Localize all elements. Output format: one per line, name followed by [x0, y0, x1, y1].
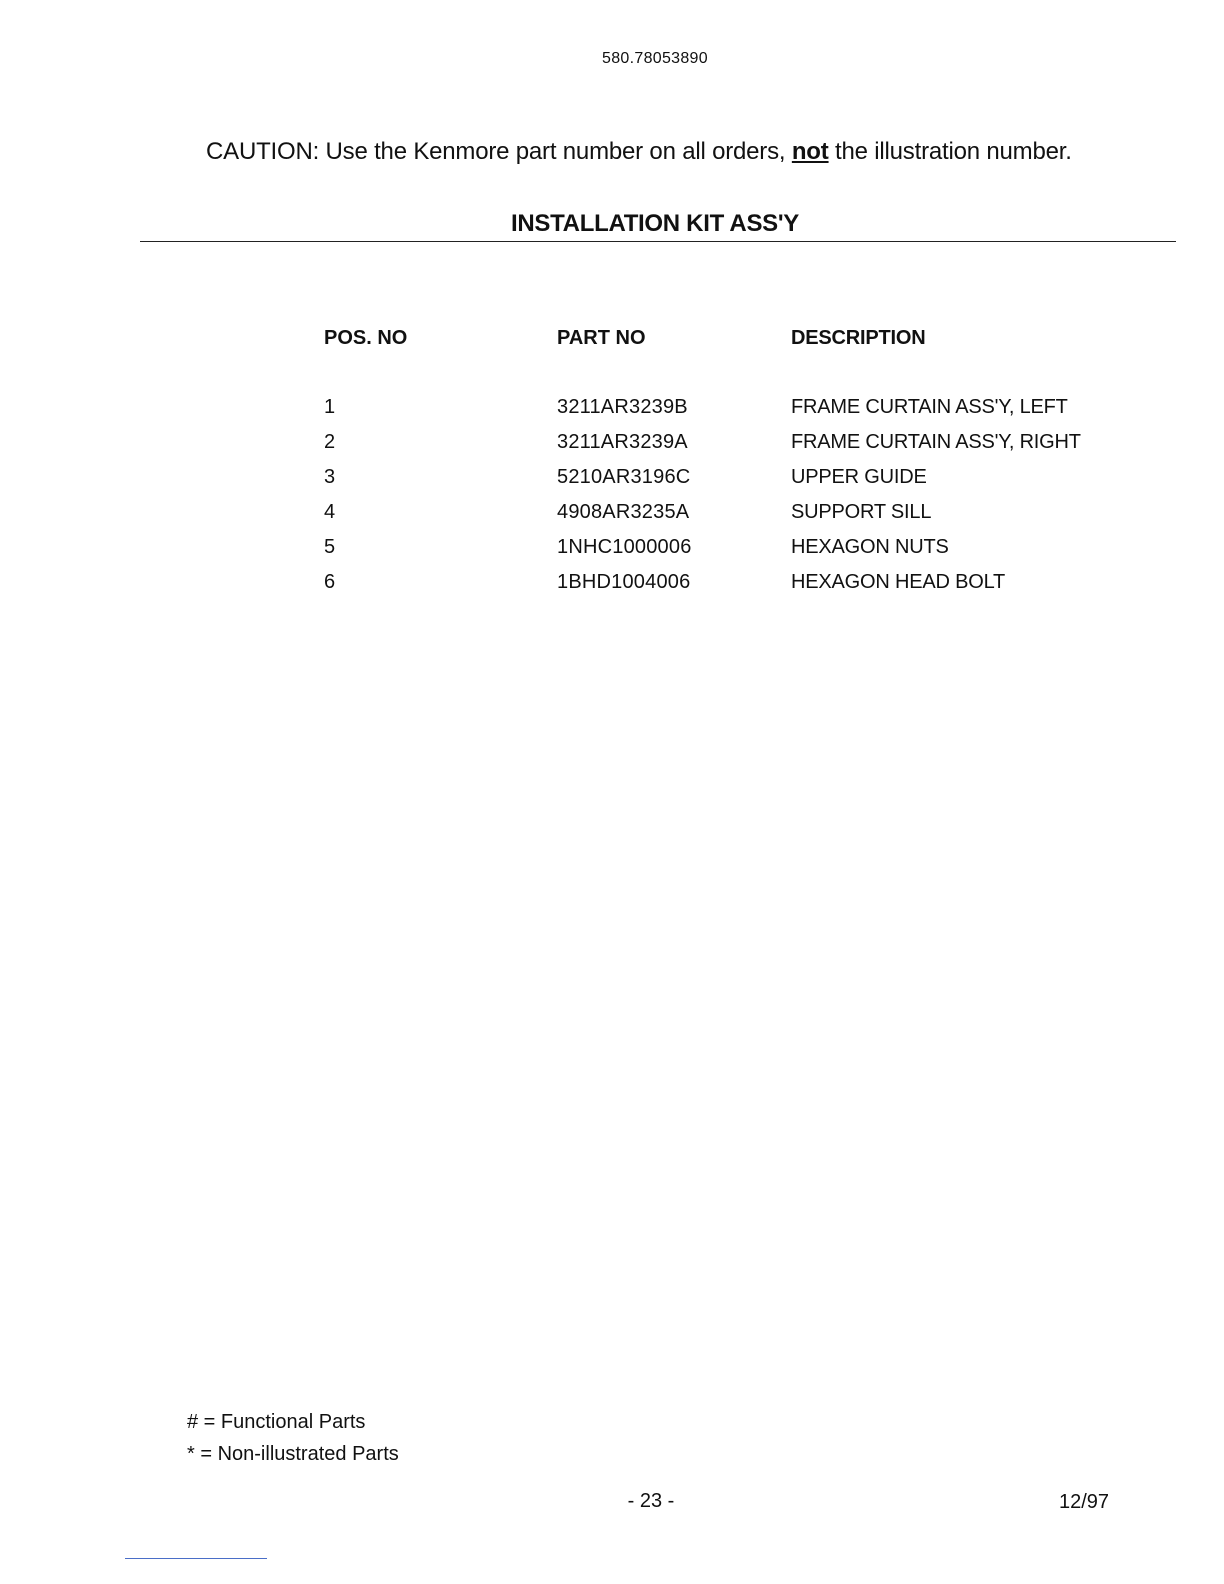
column-header-part: PART NO: [557, 327, 646, 349]
page-date: 12/97: [1059, 1491, 1110, 1513]
part-number-cell: 4908AR3235A: [557, 501, 690, 523]
description-cell: HEXAGON HEAD BOLT: [791, 571, 1006, 593]
table-row: [0, 501, 1224, 531]
title-divider: [140, 241, 1176, 242]
model-number: 580.78053890: [602, 50, 708, 67]
column-header-description: DESCRIPTION: [791, 327, 926, 349]
legend-functional-parts: # = Functional Parts: [187, 1411, 366, 1433]
part-number-cell: 1BHD1004006: [557, 571, 691, 593]
caution-text-prefix: CAUTION: Use the Kenmore part number on all orders,: [206, 138, 792, 165]
scan-edge-line: [125, 1558, 267, 1559]
description-cell: SUPPORT SILL: [791, 501, 932, 523]
page-number: - 23 -: [627, 1490, 675, 1512]
table-row: [0, 466, 1224, 496]
caution-emphasis: not: [791, 138, 829, 165]
pos-cell: 6: [324, 571, 336, 593]
table-row: [0, 396, 1224, 426]
pos-cell: 2: [324, 431, 336, 453]
part-number-cell: 3211AR3239B: [557, 396, 688, 418]
caution-text-suffix: the illustration number.: [828, 138, 1072, 165]
pos-cell: 3: [324, 466, 336, 488]
part-number-cell: 5210AR3196C: [557, 466, 691, 488]
pos-cell: 5: [324, 536, 336, 558]
legend-non-illustrated-parts: * = Non-illustrated Parts: [187, 1443, 399, 1465]
pos-cell: 4: [324, 501, 336, 523]
section-title: INSTALLATION KIT ASS'Y: [511, 210, 799, 237]
caution-notice: [206, 138, 1072, 166]
description-cell: FRAME CURTAIN ASS'Y, RIGHT: [791, 431, 1081, 453]
description-cell: FRAME CURTAIN ASS'Y, LEFT: [791, 396, 1068, 418]
table-row: [0, 431, 1224, 461]
table-row: [0, 571, 1224, 601]
pos-cell: 1: [324, 396, 336, 418]
part-number-cell: 1NHC1000006: [557, 536, 692, 558]
table-row: [0, 536, 1224, 566]
description-cell: UPPER GUIDE: [791, 466, 927, 488]
description-cell: HEXAGON NUTS: [791, 536, 949, 558]
column-header-pos: POS. NO: [324, 327, 408, 349]
part-number-cell: 3211AR3239A: [557, 431, 688, 453]
